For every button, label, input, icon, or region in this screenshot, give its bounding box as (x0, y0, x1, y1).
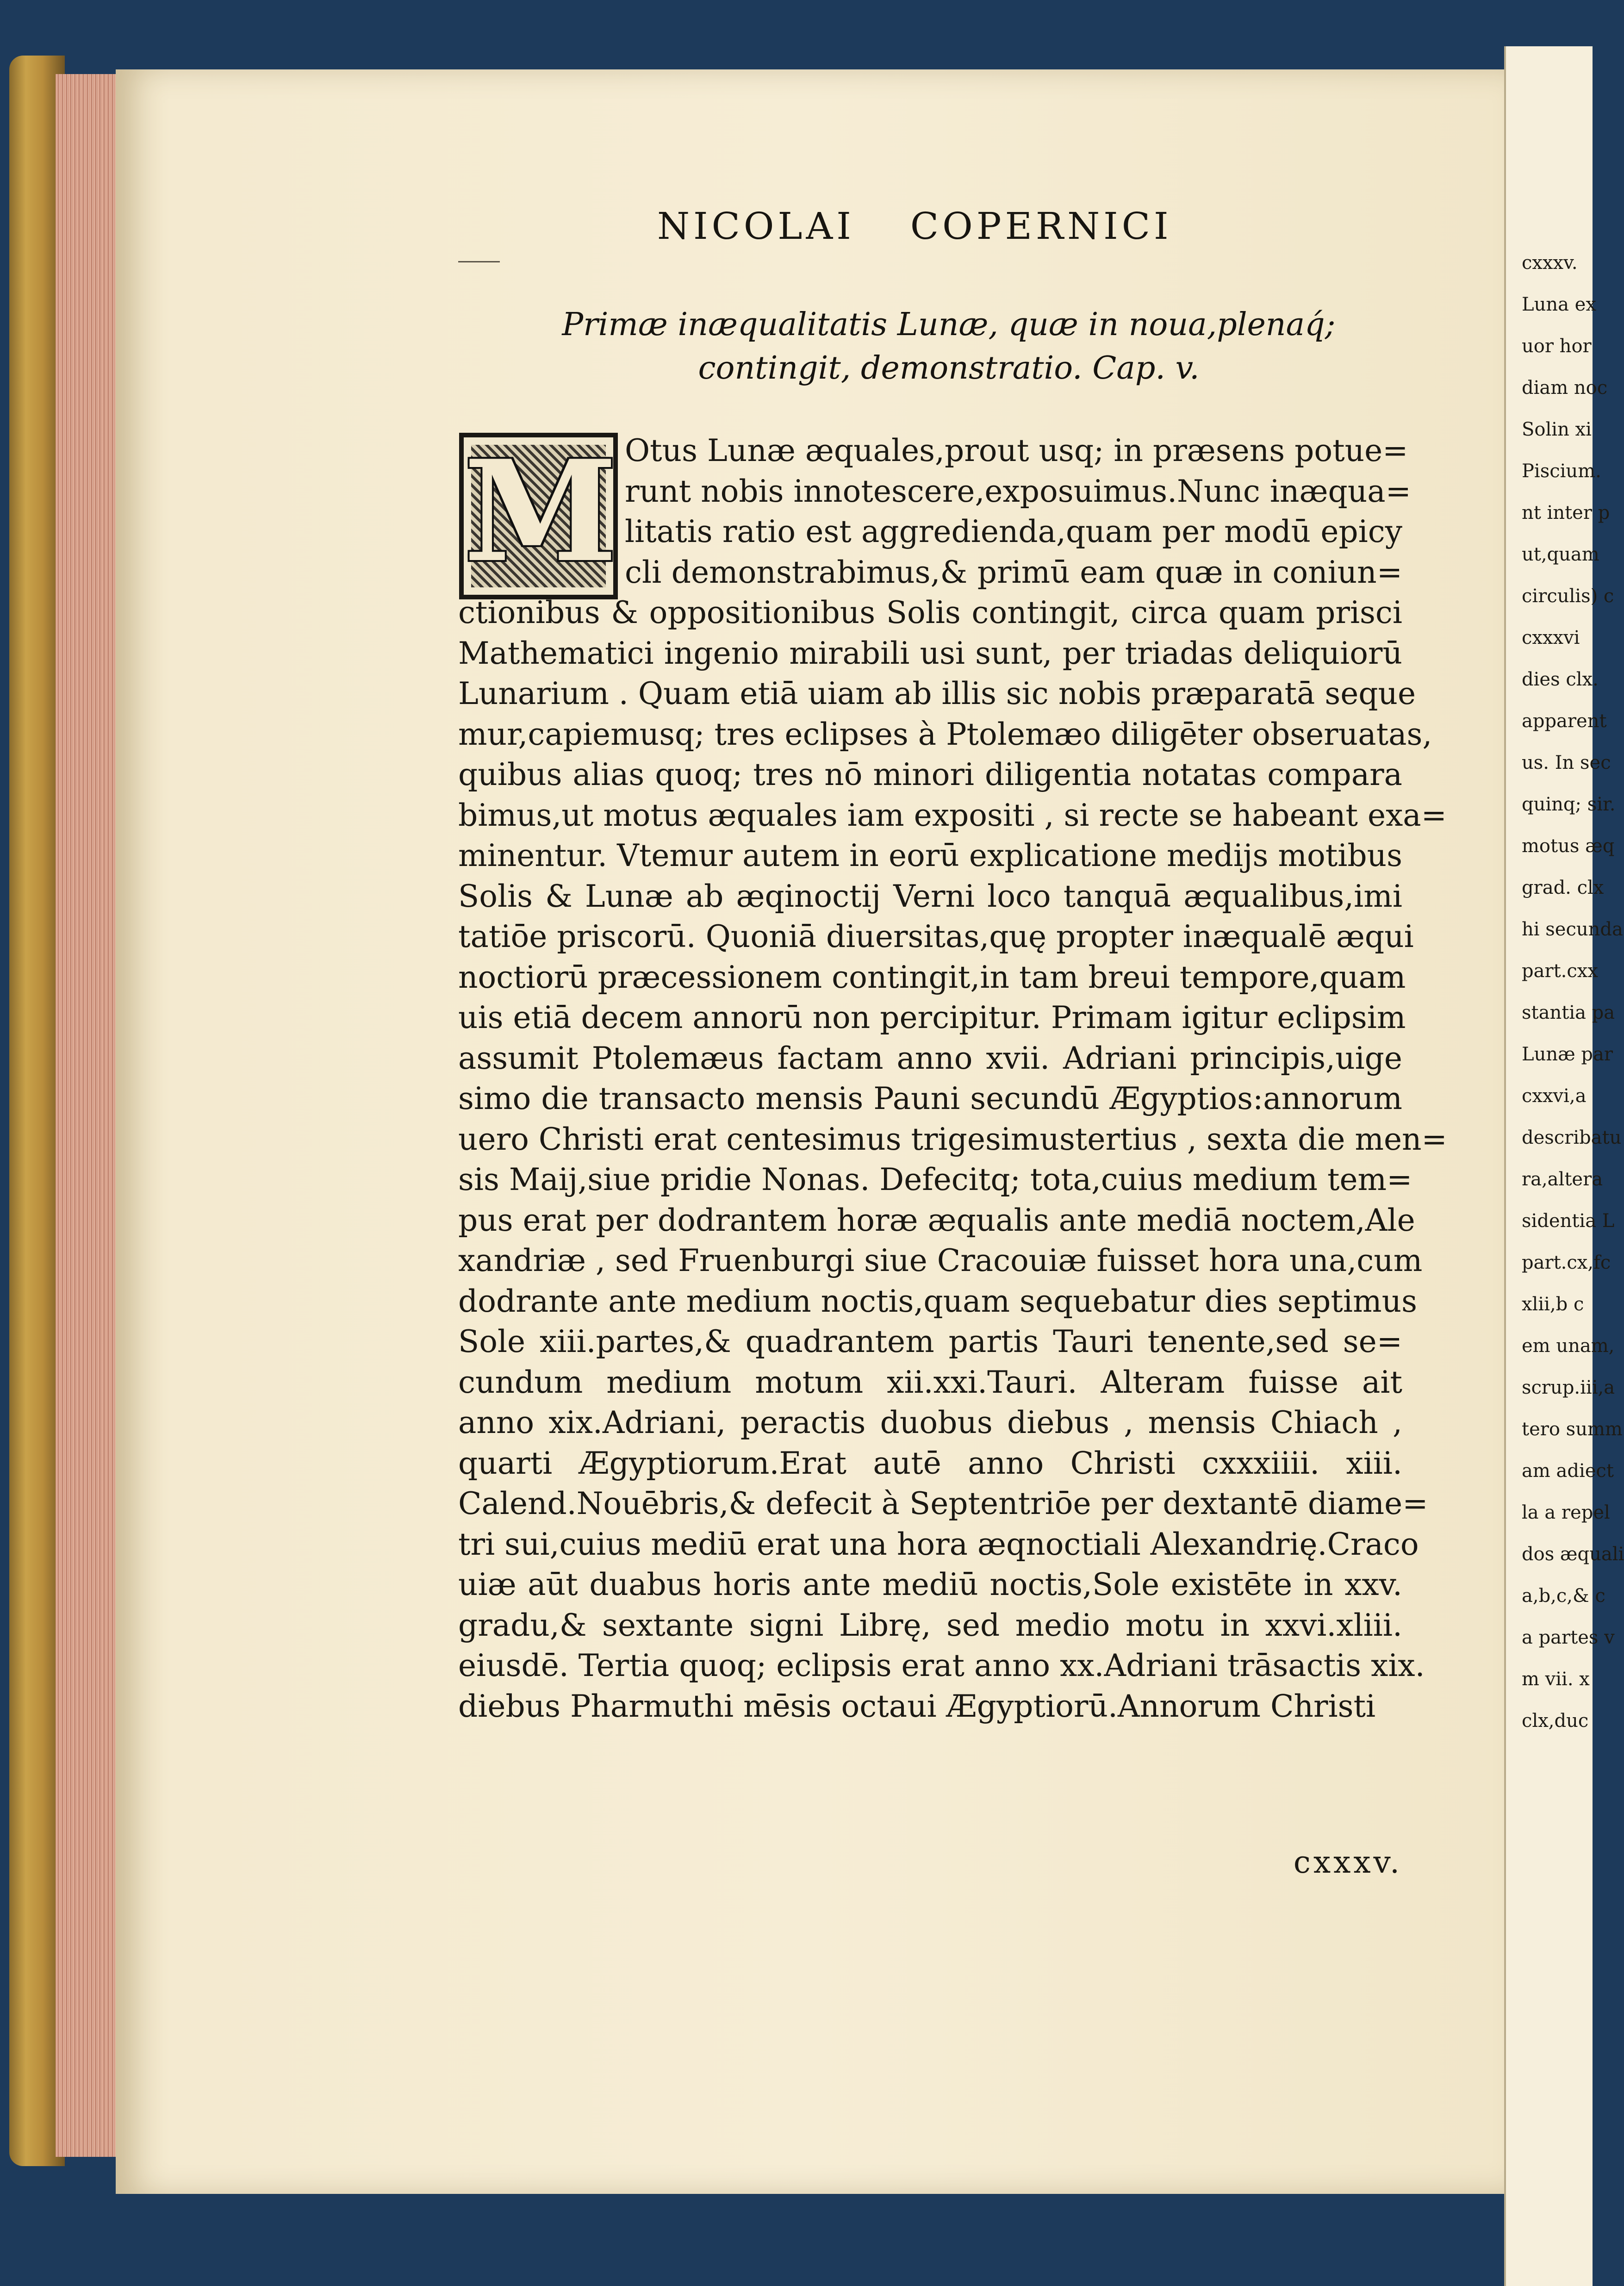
running-head-word-2: COPERNICI (910, 205, 1172, 248)
next-page-fragment: clx,duc (1522, 1710, 1589, 1732)
catchword: cxxxv. (1293, 1844, 1402, 1880)
chapter-heading (509, 303, 1388, 390)
text-line: cundum medium motum xii.xxi.Tauri. Alteram fuisse ait (458, 1364, 1402, 1400)
running-head (657, 205, 1213, 246)
text-line: assumit Ptolemæus factam anno xvii. Adriani principis,uige (458, 1040, 1402, 1076)
next-page-fragment: cxxxv. (1522, 252, 1578, 274)
next-page-fragment: diam noc (1522, 377, 1608, 399)
next-page-fragment: sidentia L (1522, 1210, 1615, 1232)
next-page-fragment: em unam, (1522, 1335, 1615, 1357)
next-page-fragment: cxxvi,a (1522, 1085, 1587, 1107)
text-line: gradu,& sextante signi Librę, sed medio motu in xxvi.xliii. (458, 1607, 1402, 1643)
running-head-word-1: NICOLAI (657, 205, 855, 248)
next-page-fragment: Piscium. (1522, 461, 1601, 482)
text-line: Solis & Lunæ ab æqinoctij Verni loco tanquā æqualibus,imi (458, 878, 1402, 914)
background (0, 0, 1591, 69)
text-line: quarti Ægyptiorum.Erat autē anno Christi cxxxiiii. xiii. (458, 1445, 1402, 1481)
ornament-rule (458, 261, 500, 262)
next-page-fragment: stantia pa (1522, 1002, 1615, 1023)
text-line: sis Maij,siue pridie Nonas. Defecitq; tota,cuius medium tem= (458, 1162, 1412, 1197)
text-line: dodrante ante medium noctis,quam sequebatur dies septimus (458, 1283, 1417, 1319)
text-line: quibus alias quoq; tres nō minori diligentia notatas compara (458, 757, 1402, 792)
text-line: anno xix.Adriani, peractis duobus diebus , mensis Chiach , (458, 1405, 1402, 1440)
text-line: pus erat per dodrantem horæ æqualis ante mediā noctem,Ale (458, 1202, 1415, 1238)
next-page-fragment: uor hor (1522, 336, 1592, 357)
chapter-heading-line-1: Primæ inæqualitatis Lunæ, quæ in noua,plenaq́; (562, 306, 1336, 343)
text-line: eiusdē. Tertia quoq; eclipsis erat anno xx.Adriani trāsactis xix. (458, 1648, 1425, 1683)
text-line: Mathematici ingenio mirabili usi sunt, per triadas deliquiorū (458, 635, 1402, 671)
text-line: uiæ aūt duabus horis ante mediū noctis,Sole existēte in xxv. (458, 1567, 1402, 1602)
text-line: tatiōe priscorū. Quoniā diuersitas,quę propter inæqualē æqui (458, 919, 1414, 954)
next-page-fragment: Solin xi (1522, 419, 1592, 440)
next-page-fragment: part.cx,fc (1522, 1252, 1611, 1273)
next-page-fragment: am adiect (1522, 1460, 1614, 1482)
text-line: Sole xiii.partes,& quadrantem partis Tauri tenente,sed se= (458, 1324, 1402, 1359)
next-page-fragment: circulis) c (1522, 586, 1614, 607)
text-line: runt nobis innotescere,exposuimus.Nunc inæqua= (625, 473, 1411, 509)
next-page-fragment: quinq; sir. (1522, 794, 1616, 815)
next-page-fragment: ut,quam (1522, 544, 1599, 565)
next-page-fragment: dies clx. (1522, 669, 1599, 690)
next-page-fragment: hi secunda (1522, 919, 1623, 940)
body-text (458, 430, 1447, 1726)
next-page-fragment: scrup.iii,a (1522, 1377, 1615, 1398)
next-page-fragment: describatu (1522, 1127, 1622, 1148)
text-line: bimus,ut motus æquales iam expositi , si recte se habeant exa= (458, 797, 1447, 833)
text-line: uis etiā decem annorū non percipitur. Primam igitur eclipsim (458, 1000, 1406, 1035)
text-line: ctionibus & oppositionibus Solis contingit, circa quam prisci (458, 595, 1402, 630)
next-page-fragment: us. In sec (1522, 752, 1611, 773)
next-page-fragment: cxxxvi (1522, 627, 1580, 648)
next-page-fragment: la a repel (1522, 1502, 1610, 1523)
text-line: uero Christi erat centesimus trigesimustertius , sexta die men= (458, 1121, 1447, 1157)
next-page-fragment: grad. clx (1522, 877, 1604, 898)
chapter-heading-line-2: contingit, demonstratio. Cap. v. (698, 350, 1200, 386)
text-line: cli demonstrabimus,& primū eam quæ in coniun= (625, 554, 1402, 590)
next-page-fragment: a partes v (1522, 1627, 1615, 1648)
text-line: diebus Pharmuthi mēsis octaui Ægyptiorū.Annorum Christi (458, 1688, 1376, 1724)
next-page-fragment: a,b,c,& c (1522, 1585, 1605, 1607)
next-page-edge (1504, 46, 1624, 2286)
next-page-fragment: tero summ (1522, 1419, 1623, 1440)
next-page-fragment: ra,altera (1522, 1169, 1603, 1190)
text-line: Calend.Nouēbris,& defecit à Septentriōe per dextantē diame= (458, 1486, 1428, 1521)
text-line: simo die transacto mensis Pauni secundū Ægyptios:annorum (458, 1081, 1402, 1116)
next-page-fragment: part.cxx (1522, 960, 1598, 982)
next-page-fragment: motus æq (1522, 835, 1615, 857)
next-page-fragment: dos æquali (1522, 1544, 1624, 1565)
next-page-fragment: Luna ex (1522, 294, 1596, 315)
next-page-fragment: apparent (1522, 710, 1607, 732)
next-page-fragment: m vii. x (1522, 1669, 1590, 1690)
initial-letter: M (464, 430, 618, 593)
text-line: litatis ratio est aggredienda,quam per modū epicy (625, 514, 1402, 549)
next-page-fragment: Lunæ par (1522, 1044, 1613, 1065)
next-page-fragment: nt inter p (1522, 502, 1610, 523)
text-line: Lunarium . Quam etiā uiam ab illis sic nobis præparatā seque (458, 676, 1416, 711)
text-line: noctiorū præcessionem contingit,in tam breui tempore,quam (458, 959, 1406, 995)
text-line: minentur. Vtemur autem in eorū explicatione medijs motibus (458, 838, 1402, 873)
text-line: xandriæ , sed Fruenburgi siue Cracouiæ fuisset hora una,cum (458, 1243, 1423, 1278)
text-line: tri sui,cuius mediū erat una hora æqnoctiali Alexandrię.Craco (458, 1526, 1419, 1562)
next-page-fragment: xlii,b c (1522, 1294, 1584, 1315)
text-line: mur,capiemusq; tres eclipses à Ptolemæo diligēter obseruatas, (458, 716, 1432, 752)
text-line: Otus Lunæ æquales,prout usq; in præsens potue= (625, 433, 1408, 468)
